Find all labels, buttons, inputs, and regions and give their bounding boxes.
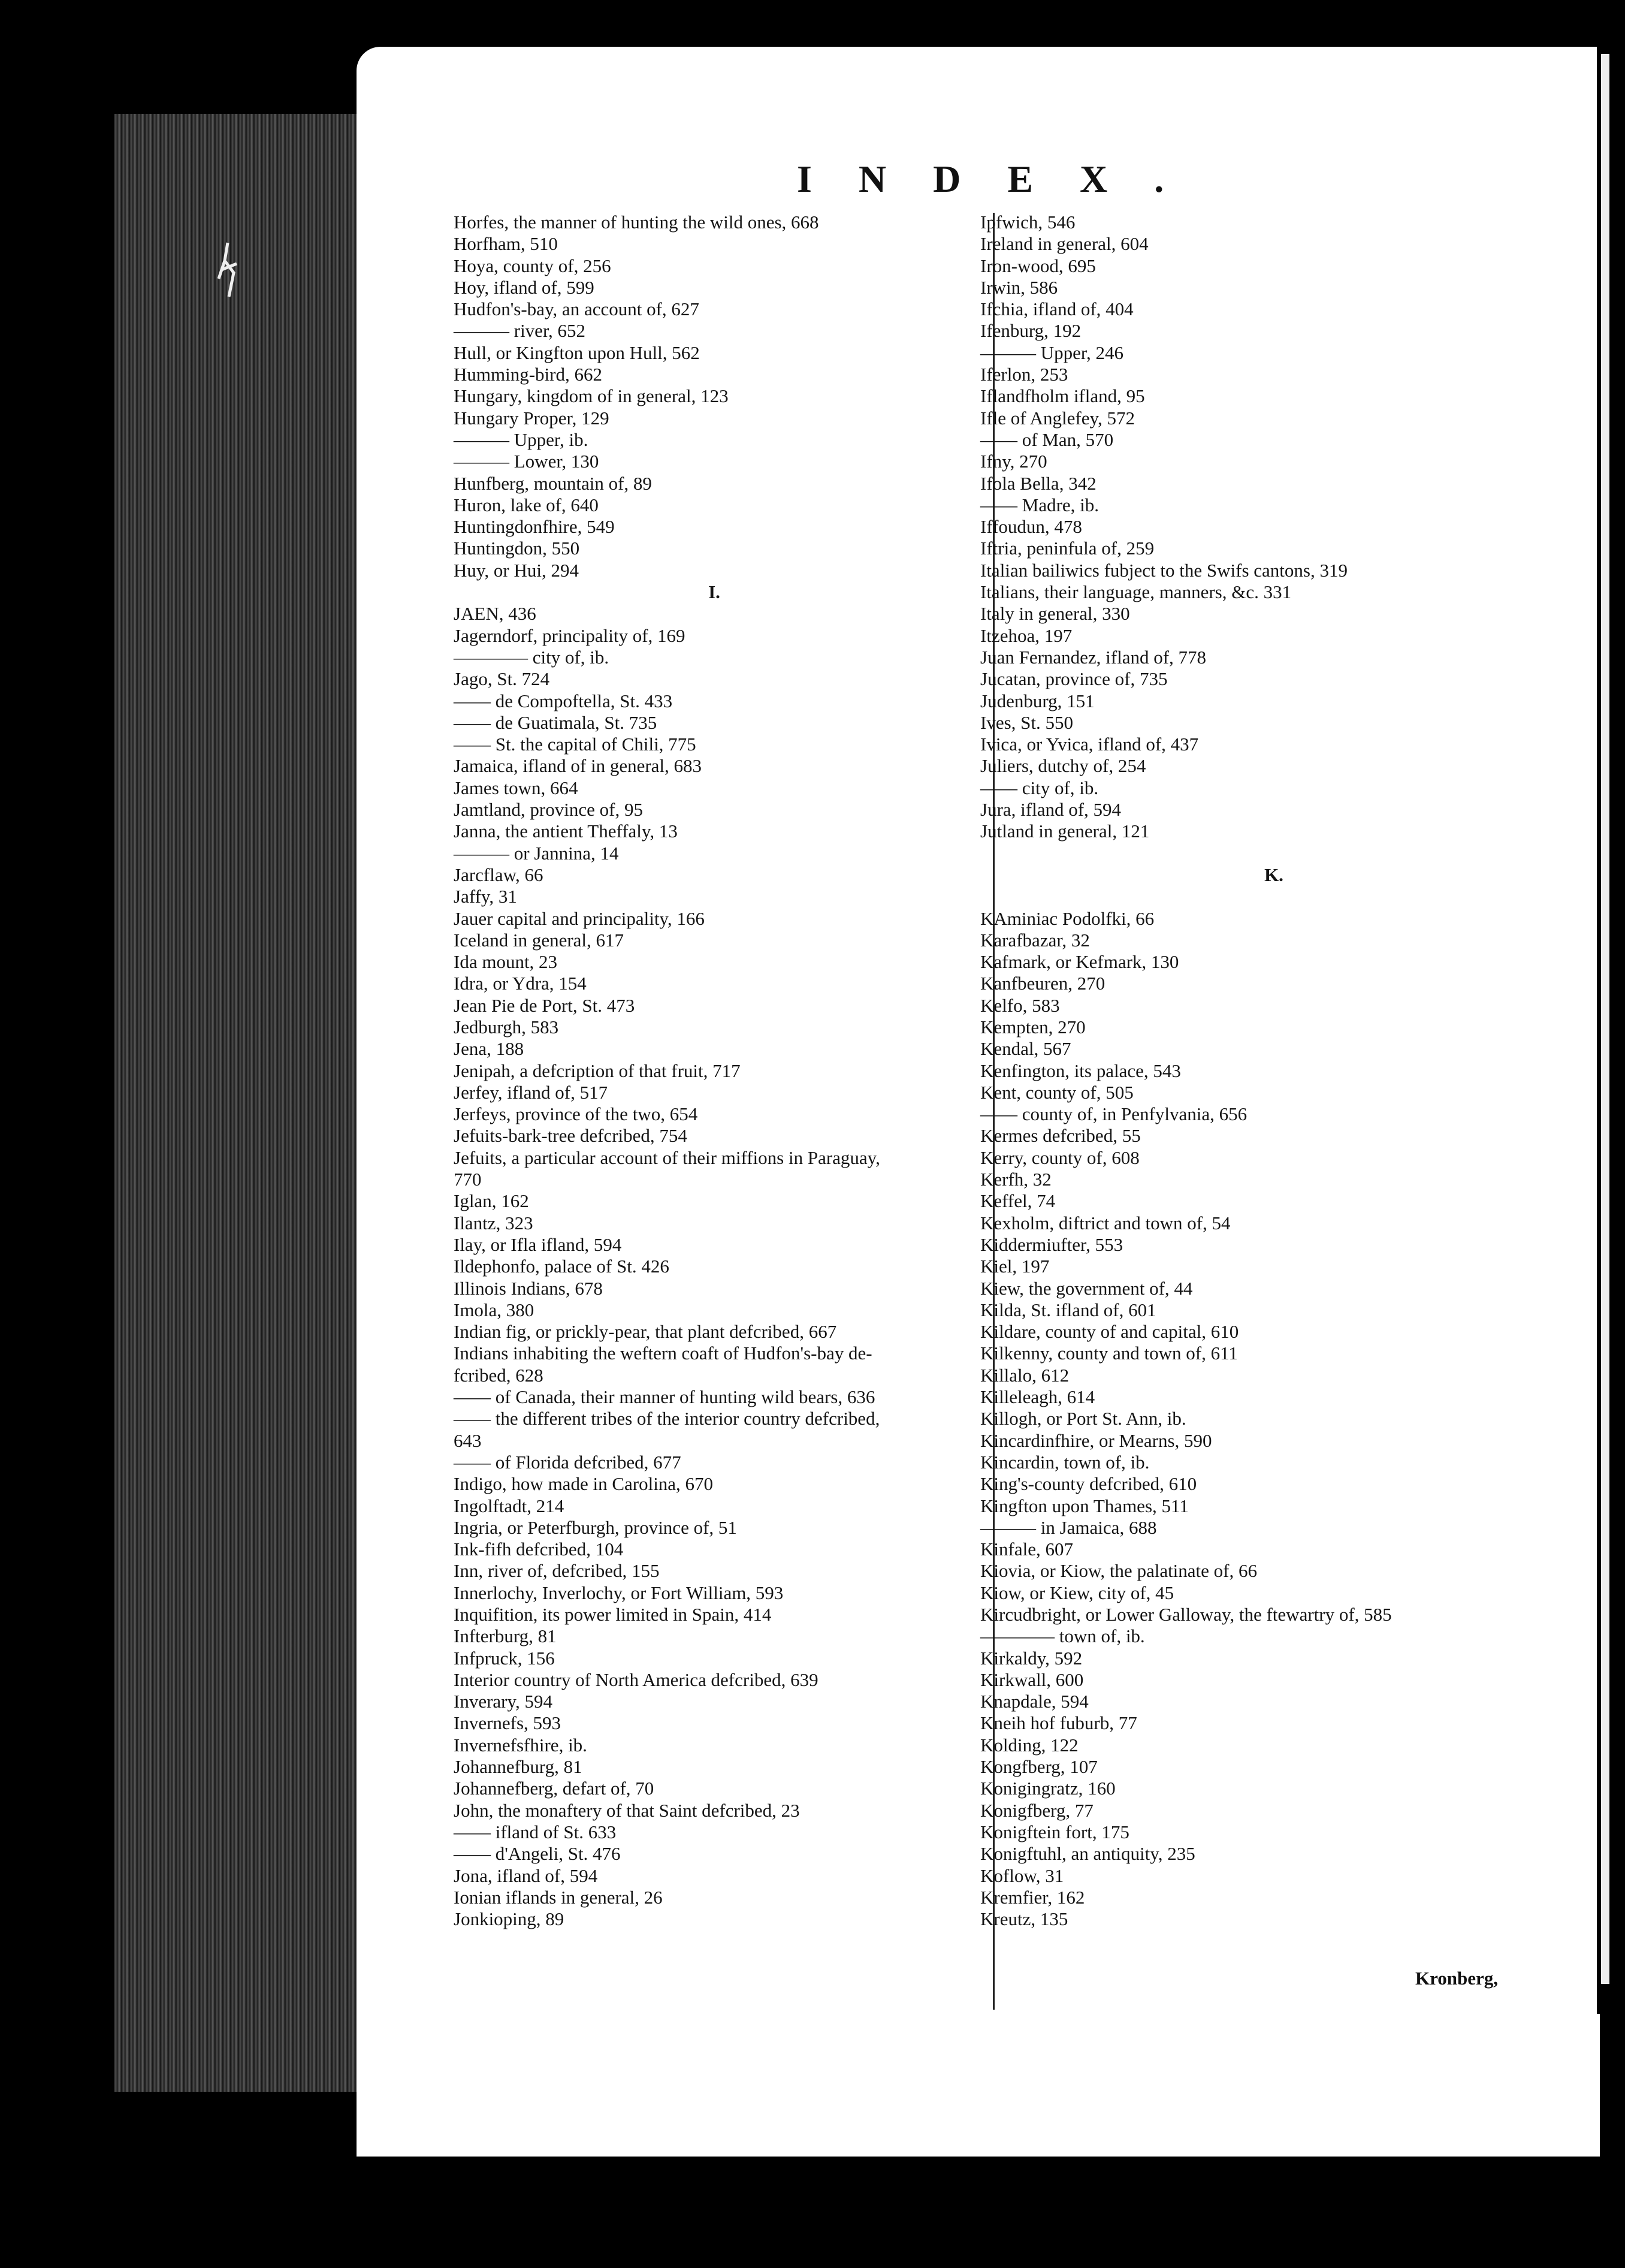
index-entry: Invernefs, 593: [454, 1712, 561, 1734]
index-column-left: [454, 212, 975, 1930]
index-entry: Konigftein fort, 175: [980, 1821, 1129, 1842]
index-entry: Koflow, 31: [980, 1865, 1064, 1886]
index-entry: Interior country of North America defcribed, 639: [454, 1669, 818, 1690]
index-entry: —— d'Angeli, St. 476: [454, 1843, 621, 1865]
index-entry: Kenfington, its palace, 543: [980, 1060, 1181, 1081]
index-entry: —— the different tribes of the interior country defcribed,: [454, 1408, 880, 1429]
index-entry: Kildare, county of and capital, 610: [980, 1321, 1239, 1343]
index-entry: Hull, or Kingfton upon Hull, 562: [454, 342, 700, 363]
index-entry: Jean Pie de Port, St. 473: [454, 994, 635, 1016]
index-entry: Jauer capital and principality, 166: [454, 907, 705, 929]
index-entry: ——— Lower, 130: [454, 451, 599, 472]
index-entry: Kneih hof fuburb, 77: [980, 1712, 1137, 1734]
index-entry: Ida mount, 23: [454, 951, 558, 973]
index-entry: Killalo, 612: [980, 1364, 1070, 1386]
index-entry: Ifchia, ifland of, 404: [980, 298, 1134, 320]
index-entry: Kexholm, diftrict and town of, 54: [980, 1212, 1231, 1233]
index-entry: 770: [454, 1169, 482, 1190]
index-entry: Indians inhabiting the weftern coaft of Hudfon's-bay de-: [454, 1343, 872, 1364]
index-entry: Imola, 380: [454, 1299, 534, 1320]
index-entry: Judenburg, 151: [980, 690, 1095, 711]
index-entry: Jarcflaw, 66: [454, 864, 543, 885]
index-entry: Ingria, or Peterfburgh, province of, 51: [454, 1516, 737, 1538]
index-entry: Huron, lake of, 640: [454, 494, 599, 515]
index-entry: Inn, river of, defcribed, 155: [454, 1560, 660, 1582]
index-entry: Ifny, 270: [980, 451, 1047, 472]
index-entry: Innerlochy, Inverlochy, or Fort William, 593: [454, 1582, 784, 1603]
index-entry: ———— city of, ib.: [454, 646, 609, 668]
index-entry: Kilda, St. ifland of, 601: [980, 1299, 1156, 1320]
index-column-right: [980, 212, 1567, 1930]
index-entry: Kiovia, or Kiow, the palatinate of, 66: [980, 1560, 1258, 1582]
index-entry: Ilay, or Ifla ifland, 594: [454, 1233, 622, 1255]
index-entry: Hungary, kingdom of in general, 123: [454, 385, 729, 407]
index-entry: Kafmark, or Kefmark, 130: [980, 951, 1179, 973]
index-entry: ——— in Jamaica, 688: [980, 1516, 1157, 1538]
insect-mark-icon: [210, 237, 246, 303]
index-entry: Kanfbeuren, 270: [980, 973, 1106, 994]
index-entry: Jenipah, a defcription of that fruit, 717: [454, 1060, 741, 1081]
index-entry: Infterburg, 81: [454, 1625, 557, 1647]
index-entry: Juan Fernandez, ifland of, 778: [980, 646, 1207, 668]
index-entry: Jerfey, ifland of, 517: [454, 1081, 608, 1103]
index-entry: Huntingdon, 550: [454, 538, 580, 559]
index-entry: James town, 664: [454, 777, 578, 798]
index-entry: Jamtland, province of, 95: [454, 799, 643, 821]
index-entry: Huntingdonfhire, 549: [454, 516, 615, 538]
index-entry: Hudfon's-bay, an account of, 627: [454, 298, 699, 320]
index-entry: Konigftuhl, an antiquity, 235: [980, 1843, 1195, 1865]
index-entry: Karafbazar, 32: [980, 929, 1090, 951]
facing-page-edge: [1601, 54, 1609, 1984]
index-entry: [980, 843, 1567, 864]
index-entry: Kinfale, 607: [980, 1539, 1073, 1560]
index-entry: JAEN, 436: [454, 603, 536, 625]
index-entry: Janna, the antient Theffaly, 13: [454, 821, 678, 842]
index-entry: Itzehoa, 197: [980, 625, 1073, 646]
index-entry: Jaffy, 31: [454, 886, 517, 907]
index-entry: 643: [454, 1429, 482, 1451]
index-entry: Jena, 188: [454, 1038, 524, 1060]
book-page-edge: [114, 114, 366, 2092]
index-entry: Konigfberg, 77: [980, 1799, 1094, 1821]
index-entry: Italy in general, 330: [980, 603, 1130, 625]
index-entry: ——— Upper, 246: [980, 342, 1123, 363]
index-entry: ——— or Jannina, 14: [454, 842, 619, 864]
index-entry: Iftria, peninfula of, 259: [980, 538, 1155, 559]
index-entry: Kreutz, 135: [980, 1908, 1068, 1930]
index-entry: Iffoudun, 478: [980, 516, 1082, 538]
index-entry: Invernefsfhire, ib.: [454, 1734, 587, 1756]
index-entry: Ink-fifh defcribed, 104: [454, 1539, 624, 1560]
index-entry: Iglan, 162: [454, 1190, 529, 1212]
index-entry: Kirkwall, 600: [980, 1669, 1084, 1690]
index-entry: Inquifition, its power limited in Spain, 414: [454, 1604, 772, 1625]
index-entry: Johannefburg, 81: [454, 1756, 582, 1778]
index-entry: Italians, their language, manners, &c. 331: [980, 581, 1292, 603]
index-entry: Horfes, the manner of hunting the wild ones, 668: [454, 212, 819, 233]
index-entry: Kermes defcribed, 55: [980, 1125, 1141, 1147]
section-heading: I.: [708, 581, 720, 603]
index-entry: Italian bailiwics fubject to the Swifs cantons, 319: [980, 559, 1348, 581]
index-entry: Jedburgh, 583: [454, 1016, 559, 1038]
index-entry: Iceland in general, 617: [454, 929, 624, 951]
index-entry: Irwin, 586: [980, 276, 1058, 298]
index-entry: Ifola Bella, 342: [980, 472, 1097, 494]
index-entry: Horfham, 510: [454, 233, 558, 255]
index-entry: Iron-wood, 695: [980, 255, 1096, 276]
index-entry: Kolding, 122: [980, 1734, 1079, 1756]
index-entry: Indigo, how made in Carolina, 670: [454, 1473, 714, 1495]
index-entry: Killogh, or Port St. Ann, ib.: [980, 1408, 1186, 1429]
index-entry: —— de Guatimala, St. 735: [454, 711, 657, 733]
catchword: Kronberg,: [1415, 1968, 1499, 1989]
index-entry: Johannefberg, defart of, 70: [454, 1778, 654, 1799]
index-entry: Kirkaldy, 592: [980, 1647, 1083, 1669]
index-entry: Ives, St. 550: [980, 711, 1073, 733]
index-entry: Killeleagh, 614: [980, 1386, 1095, 1408]
index-entry: Huy, or Hui, 294: [454, 559, 579, 581]
index-entry: Hunfberg, mountain of, 89: [454, 472, 652, 494]
index-entry: Ivica, or Yvica, ifland of, 437: [980, 734, 1199, 755]
index-entry: Jagerndorf, principality of, 169: [454, 625, 685, 646]
index-entry: Kent, county of, 505: [980, 1081, 1134, 1103]
index-entry: —— of Man, 570: [980, 429, 1114, 450]
index-entry: Infpruck, 156: [454, 1647, 555, 1669]
index-entry: Jago, St. 724: [454, 668, 550, 690]
index-entry: ——— river, 652: [454, 320, 586, 342]
index-entry: Kelfo, 583: [980, 994, 1060, 1016]
page-title: INDEX.: [797, 158, 1211, 200]
index-entry: —— St. the capital of Chili, 775: [454, 734, 696, 755]
index-entry: Indian fig, or prickly-pear, that plant defcribed, 667: [454, 1321, 837, 1343]
index-entry: —— ifland of St. 633: [454, 1821, 617, 1842]
index-entry: Konigingratz, 160: [980, 1778, 1116, 1799]
index-entry: —— Madre, ib.: [980, 494, 1100, 515]
index-entry: Kremfier, 162: [980, 1886, 1085, 1908]
index-entry: Jonkioping, 89: [454, 1908, 564, 1930]
index-entry: Jucatan, province of, 735: [980, 668, 1168, 690]
index-entry: Kempten, 270: [980, 1016, 1086, 1038]
index-entry: Keffel, 74: [980, 1190, 1056, 1212]
index-entry: —— city of, ib.: [980, 777, 1099, 798]
index-entry: —— of Canada, their manner of hunting wild bears, 636: [454, 1386, 875, 1408]
index-entry: Ireland in general, 604: [980, 233, 1149, 255]
index-entry: Jutland in general, 121: [980, 821, 1150, 842]
index-entry: Illinois Indians, 678: [454, 1277, 603, 1299]
index-entry: Juliers, dutchy of, 254: [980, 755, 1146, 777]
index-entry: Kiddermiufter, 553: [980, 1233, 1123, 1255]
index-entry: Jefuits-bark-tree defcribed, 754: [454, 1125, 687, 1147]
index-entry: Hoya, county of, 256: [454, 255, 611, 276]
index-entry: Knapdale, 594: [980, 1691, 1089, 1712]
index-entry: Kilkenny, county and town of, 611: [980, 1343, 1238, 1364]
index-entry: —— county of, in Penfylvania, 656: [980, 1103, 1248, 1125]
index-entry: Inverary, 594: [454, 1691, 552, 1712]
index-entry: Jura, ifland of, 594: [980, 799, 1122, 821]
index-entry: fcribed, 628: [454, 1364, 543, 1386]
index-entry: Kingfton upon Thames, 511: [980, 1495, 1189, 1516]
index-entry: KAminiac Podolfki, 66: [980, 907, 1155, 929]
index-entry: Humming-bird, 662: [454, 364, 602, 385]
index-entry: Hoy, ifland of, 599: [454, 276, 594, 298]
index-entry: Iferlon, 253: [980, 364, 1068, 385]
index-entry: ——— Upper, ib.: [454, 429, 588, 450]
index-entry: King's-county defcribed, 610: [980, 1473, 1197, 1495]
index-entry: Ildephonfo, palace of St. 426: [454, 1256, 669, 1277]
index-entry: Kincardinfhire, or Mearns, 590: [980, 1429, 1212, 1451]
index-entry: ———— town of, ib.: [980, 1625, 1145, 1647]
section-heading: K.: [1264, 864, 1283, 885]
index-entry: Hungary Proper, 129: [454, 407, 609, 429]
index-entry: —— of Florida defcribed, 677: [454, 1451, 681, 1473]
index-entry: Kerry, county of, 608: [980, 1147, 1140, 1168]
index-entry: Jamaica, ifland of in general, 683: [454, 755, 702, 777]
index-entry: Ipfwich, 546: [980, 212, 1076, 233]
index-entry: Kincardin, town of, ib.: [980, 1451, 1150, 1473]
index-entry: Kerfh, 32: [980, 1169, 1052, 1190]
index-entry: Ionian iflands in general, 26: [454, 1886, 663, 1908]
index-entry: Kiel, 197: [980, 1256, 1050, 1277]
index-entry: Kiew, the government of, 44: [980, 1277, 1193, 1299]
index-entry: Kiow, or Kiew, city of, 45: [980, 1582, 1174, 1603]
index-entry: Ilantz, 323: [454, 1212, 533, 1233]
index-entry: [980, 886, 1567, 907]
index-entry: —— de Compoftella, St. 433: [454, 690, 673, 711]
index-entry: Kendal, 567: [980, 1038, 1071, 1060]
index-entry: Idra, or Ydra, 154: [454, 973, 587, 994]
index-entry: Iflandfholm ifland, 95: [980, 385, 1145, 407]
index-entry: Ifle of Anglefey, 572: [980, 407, 1135, 429]
index-entry: Jerfeys, province of the two, 654: [454, 1103, 698, 1125]
index-entry: John, the monaftery of that Saint defcribed, 23: [454, 1799, 800, 1821]
index-entry: Jona, ifland of, 594: [454, 1865, 598, 1886]
index-entry: Jefuits, a particular account of their miffions in Paraguay,: [454, 1147, 880, 1168]
index-entry: Kongfberg, 107: [980, 1756, 1098, 1778]
index-entry: Ifenburg, 192: [980, 320, 1082, 342]
index-entry: Kircudbright, or Lower Galloway, the ftewartry of, 585: [980, 1604, 1392, 1625]
index-entry: Ingolftadt, 214: [454, 1495, 564, 1516]
